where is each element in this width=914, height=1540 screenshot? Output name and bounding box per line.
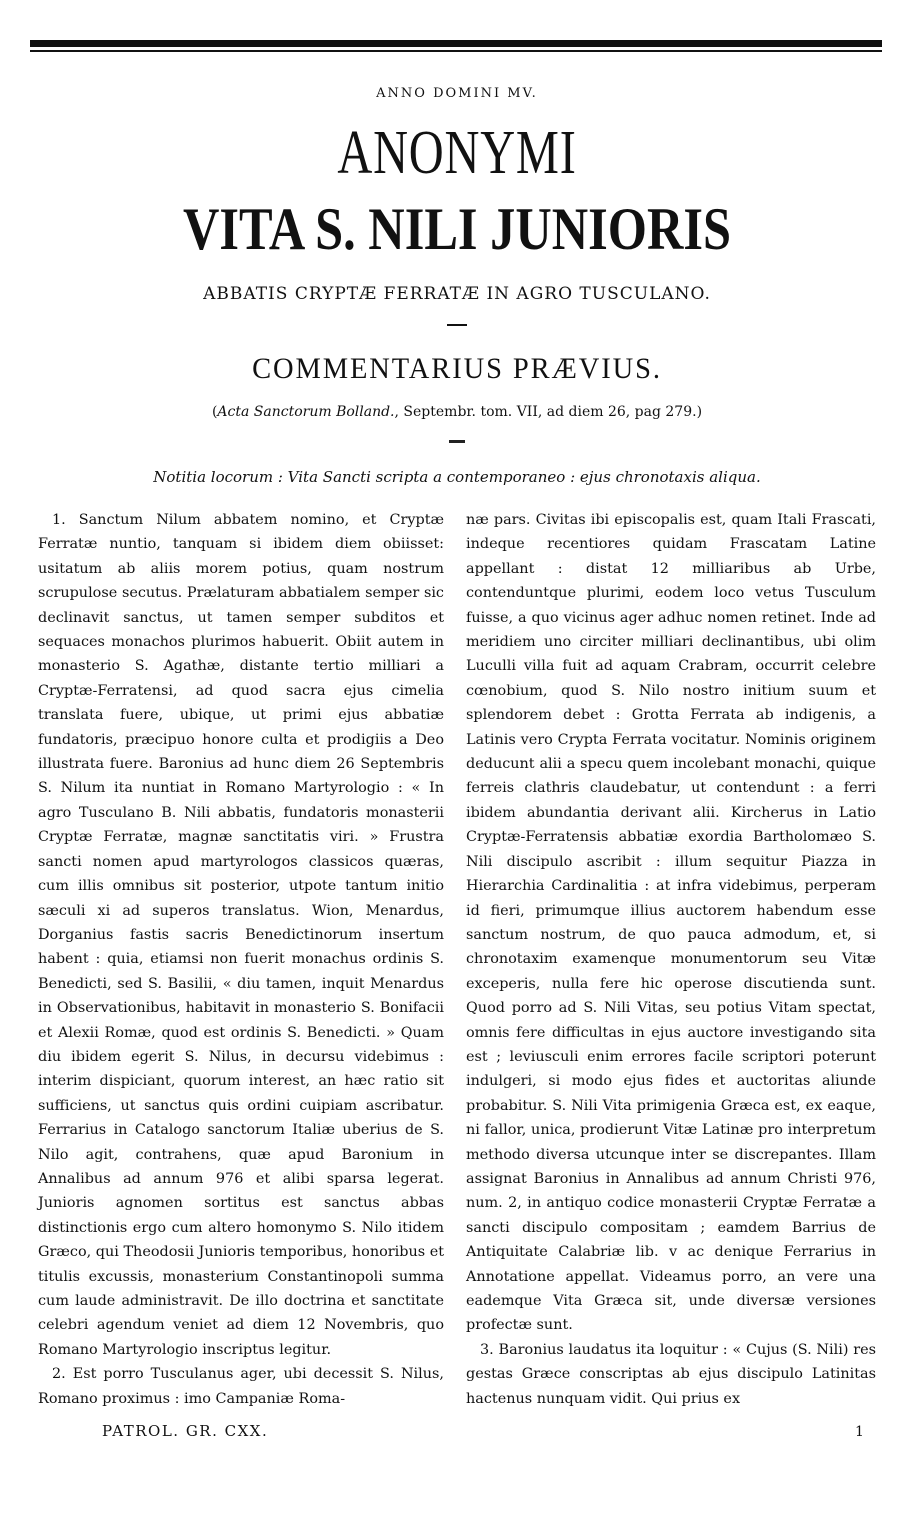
patrologia-reference: PATROL. GR. CXX. [102,1422,269,1440]
section-summary: Notitia locorum : Vita Sancti scripta a contemporaneo : ejus chronotaxis aliqua. [153,468,761,486]
page-number: 1 [855,1424,864,1440]
source-citation: (Acta Sanctorum Bolland., Septembr. tom. VII, ad diem 26, pag 279.) [211,404,703,420]
right-column [466,508,876,1411]
paragraph: næ pars. Civitas ibi episcopalis est, quam Itali Frascati, indeque recentiores quidam Frascatam Latine appellant : distat 12 milliaribus ab Urbe, contenduntque plurimi, eodem loco vetus Tusculum fuisse, a quo vicinus ager adhuc nomen retinet. Inde ad meridiem uno circiter milliari declinantibus, ubi olim Luculli villa fuit ad aquam Crabram, occurrit celebre cœnobium, quod S. Nilo nostro initium suum et splendorem debet : Grotta Ferrata ab indigenis, a Latinis vero Crypta Ferrata vocitatur. Nominis originem deducunt alii a specu quem incolebant monachi, quique ferreis clathris claudebatur, ut contendunt : a ferri ibidem abundantia derivant alii. Kircherus in Latio Cryptæ-Ferratensis abbatiæ exordia Bartholomæo S. Nili discipulo ascribit : illum sequitur Piazza in Hierarchia Cardinalitia : at infra videbimus, perperam id fieri, primumque illius auctorem habendum esse sanctum nostrum, de quo pauca admodum, et, si chronotaxim examenque monumentorum seu Vitæ exceperis, nulla fere hic operose discutienda sunt. Quod porro ad S. Nili Vitas, seu potius Vitam spectat, omnis fere difficultas in ejus auctore investigando sita est ; leviusculi enim errores facile scriptori poterunt indulgeri, si modo ejus fides et auctoritas aliunde probabitur. S. Nili Vita primigenia Græca est, ex eaque, ni fallor, unica, prodierunt Vitæ Latinæ pro interpretum methodo diversa utcunque inter se discrepantes. Illam assignat Baronius in Annalibus ad annum Christi 976, num. 2, in antiquo codice monasterii Cryptæ Ferratæ a sancti discipulo compositam ; eamdem Barrius de Antiquitate Calabriæ lib. v ac denique Ferrarius in Annotatione appellat. Videamus porro, an vere una eademque Vita Græca sit, unde diversæ versiones profectæ sunt. [466,512,876,1334]
year-heading: ANNO DOMINI MV. [376,86,538,101]
separator-dash [447,324,467,326]
separator-dash-2 [449,440,465,443]
paragraph: 2. Est porro Tusculanus ager, ubi decessit S. Nilus, Romano proximus : imo Campaniæ Roma- [38,1366,444,1407]
paragraph: 3. Baronius laudatus ita loquitur : « Cujus (S. Nili) res gestas Græce conscriptas ab ejus discipulo Latinitas hactenus nunquam vidit. Qui prius ex [466,1341,876,1407]
paragraph: 1. Sanctum Nilum abbatem nomino, et Cryptæ Ferratæ nuntio, tanquam si ibidem diem obiisset: usitatum ab aliis morem potius, quam nostrum scrupulose secutus. Prælaturam abbatialem semper sic declinavit sanctus, ut tamen semper subditos et sequaces monachos plurimos habuerit. Obiit autem in monasterio S. Agathæ, distante tertio milliari a Cryptæ-Ferratensi, ad quod sacra ejus cimelia translata fuere, ubique, ut primi ejus abbatiæ fundatoris, præcipuo honore culta et prodigiis a Deo illustrata fuere. Baronius ad hunc diem 26 Septembris S. Nilum ita nuntiat in Romano Martyrologio : « In agro Tusculano B. Nili abbatis, fundatoris monasterii Cryptæ Ferratæ, magnæ sanctitatis viri. » Frustra sancti nomen apud martyrologos classicos quæras, cum illis omnibus sit posterior, utpote tantum initio sæculi xi ad superos translatus. Wion, Menardus, Dorganius fastis sacris Benedictinorum insertum habent : quia, etiamsi non fuerit monachus ordinis S. Benedicti, sed S. Basilii, « diu tamen, inquit Menardus in Observationibus, habitavit in monasterio S. Bonifacii et Alexii Romæ, quod est ordinis S. Benedicti. » Quam diu ibidem egerit S. Nilus, in decursu videbimus : interim dispiciant, quorum interest, an hæc ratio sit sufficiens, ut sanctus quis ordini cuipiam ascribatur. Ferrarius in Catalogo sanctorum Italiæ uberius de S. Nilo agit, contrahens, quæ apud Baronium in Annalibus ad annum 976 et alibi sparsa legerat. Junioris agnomen sortitus est sanctus abbas distinctionis ergo cum altero homonymo S. Nilo itidem Græco, qui Theodosii Junioris temporibus, honoribus et titulis excussis, monasterium Constantinopoli summa cum laude administravit. De illo doctrina et sanctitate celebri agendum veniet ad diem 12 Novembris, quo Romano Martyrologio inscriptus legitur. [38,512,444,1358]
title-line-1: ANONYMI [337,119,577,187]
source-citation-rest: , Septembr. tom. VII, ad diem 26, pag 279. [394,404,697,420]
subtitle: ABBATIS CRYPTÆ FERRATÆ IN AGRO TUSCULANO. [203,284,711,304]
source-citation-italic: Acta Sanctorum Bolland. [217,404,395,420]
section-title: COMMENTARIUS PRÆVIUS. [252,352,662,385]
top-rule [30,40,882,47]
top-rule-thin [30,50,882,52]
title-line-2: VITA S. NILI JUNIORIS [182,196,732,262]
left-column [38,508,444,1411]
